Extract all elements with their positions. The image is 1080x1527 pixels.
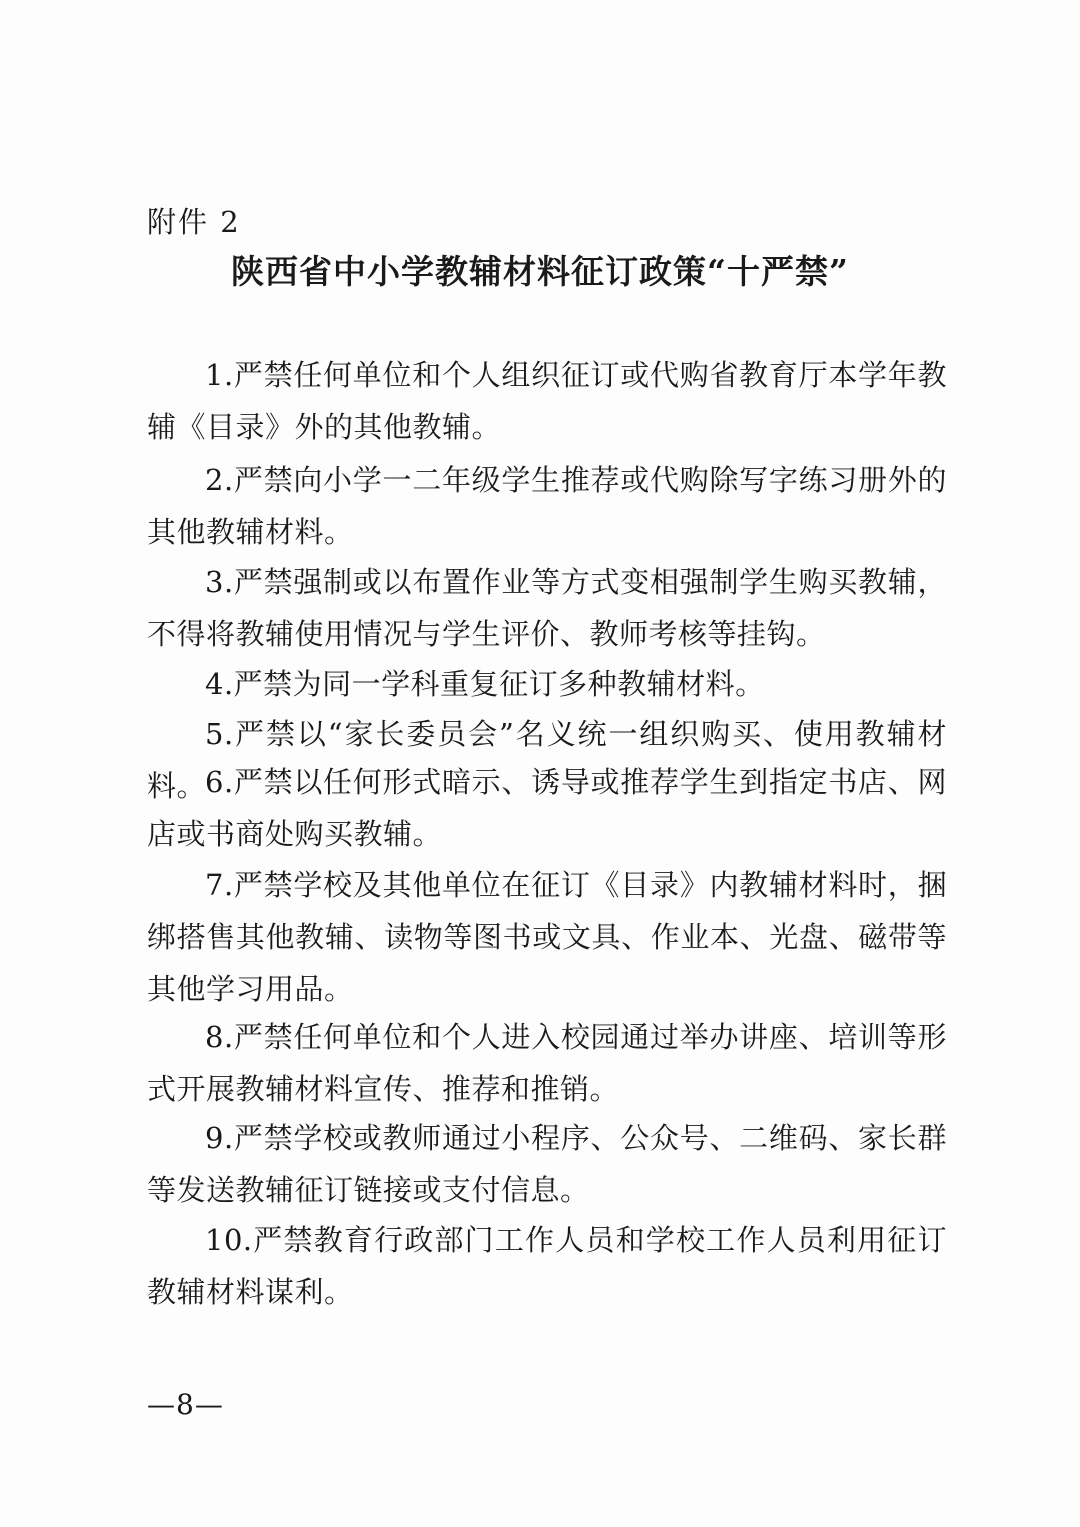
attachment-label: 附件 2 xyxy=(147,205,241,239)
list-item: 3.严禁强制或以布置作业等方式变相强制学生购买教辅，不得将教辅使用情况与学生评价、教师考核等挂钩。 xyxy=(147,565,947,651)
list-item: 5.严禁以“家长委员会”名义统一组织购买、使用教辅材料。 xyxy=(147,717,947,803)
page-number: —8— xyxy=(147,1388,224,1421)
list-item: 10.严禁教育行政部门工作人员和学校工作人员利用征订教辅材料谋利。 xyxy=(147,1223,947,1309)
list-item: 4.严禁为同一学科重复征订多种教辅材料。 xyxy=(205,667,765,701)
list-item: 9.严禁学校或教师通过小程序、公众号、二维码、家长群等发送教辅征订链接或支付信息。 xyxy=(147,1121,947,1207)
list-item: 7.严禁学校及其他单位在征订《目录》内教辅材料时，捆绑搭售其他教辅、读物等图书或文具、作业本、光盘、磁带等其他学习用品。 xyxy=(147,868,947,1006)
list-item: 6.严禁以任何形式暗示、诱导或推荐学生到指定书店、网店或书商处购买教辅。 xyxy=(147,765,947,851)
list-item: 8.严禁任何单位和个人进入校园通过举办讲座、培训等形式开展教辅材料宣传、推荐和推销。 xyxy=(147,1020,947,1106)
document-title: 陕西省中小学教辅材料征订政策“十严禁” xyxy=(231,252,849,291)
list-item: 1.严禁任何单位和个人组织征订或代购省教育厅本学年教辅《目录》外的其他教辅。 xyxy=(147,358,947,444)
list-item: 2.严禁向小学一二年级学生推荐或代购除写字练习册外的其他教辅材料。 xyxy=(147,463,947,549)
